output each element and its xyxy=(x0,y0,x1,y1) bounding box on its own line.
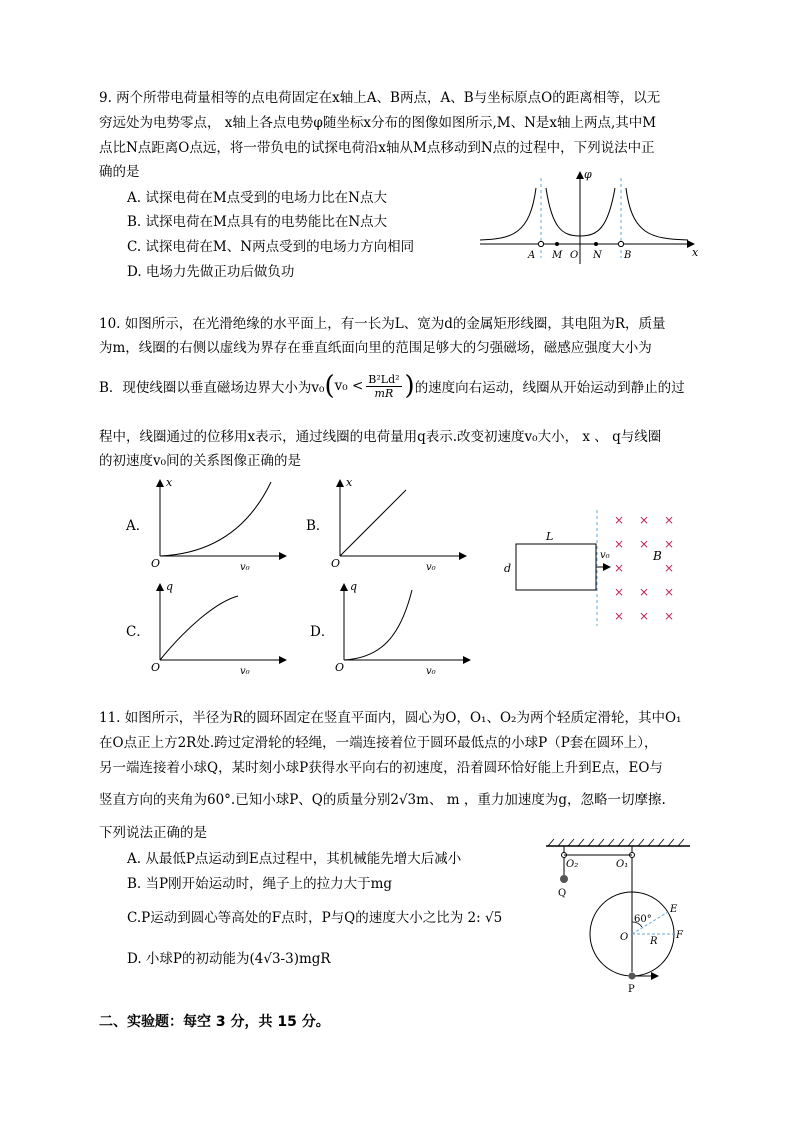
svg-text:v₀: v₀ xyxy=(240,666,250,677)
svg-text:d: d xyxy=(504,562,512,575)
svg-text:×: × xyxy=(639,585,650,599)
q10-graph-a xyxy=(146,474,296,574)
svg-text:v₀: v₀ xyxy=(240,562,250,573)
svg-text:×: × xyxy=(614,537,625,551)
q9-option-b: B. 试探电荷在M点具有的电势能比在N点大 xyxy=(127,214,388,230)
q10-coil-figure xyxy=(500,504,700,626)
curve-right xyxy=(626,188,688,240)
fraction: B²Ld² mR xyxy=(368,372,400,400)
svg-text:×: × xyxy=(639,513,650,527)
q11-line-5: 下列说法正确的是 xyxy=(99,825,207,841)
q11-option-d: D. 小球P的初动能为(4√3-3)mgR xyxy=(127,951,331,967)
q11-ring-figure xyxy=(540,836,700,996)
svg-text:×: × xyxy=(639,537,650,551)
svg-text:Q: Q xyxy=(558,888,567,899)
field-crosses xyxy=(614,513,674,623)
section-2-heading: 二、实验题：每空 3 分，共 15 分。 xyxy=(99,1014,330,1030)
q10-option-d-label: D． xyxy=(310,624,335,640)
q10-graph-c xyxy=(146,578,296,678)
q10-line-3: B．现使线圈以垂直磁场边界大小为v₀ ( v₀ < B²Ld² mR ) 的速度向右运动，线圈从开始运动到静止的过 xyxy=(99,371,685,401)
svg-text:E: E xyxy=(670,904,678,915)
q10-line-2: 为m，线圈的右侧以虚线为界存在垂直纸面向里的范围足够大的匀强磁场，磁感应强度大小为 xyxy=(99,340,652,356)
svg-text:O: O xyxy=(620,932,629,943)
q11-line-4: 竖直方向的夹角为60°.已知小球P、Q的质量分别2√3m、 m ，重力加速度为g，忽略一切摩擦. xyxy=(99,792,666,808)
svg-text:60°: 60° xyxy=(634,914,652,925)
svg-text:x: x xyxy=(346,476,353,489)
svg-text:×: × xyxy=(639,609,650,623)
svg-text:x: x xyxy=(166,476,173,489)
svg-text:q: q xyxy=(166,580,174,593)
q9-option-d: D. 电场力先做正功后做负功 xyxy=(127,264,295,280)
q10-option-c-label: C． xyxy=(126,624,150,640)
svg-text:v₀: v₀ xyxy=(426,562,436,573)
svg-text:×: × xyxy=(614,585,625,599)
svg-text:L: L xyxy=(546,530,554,543)
svg-text:v₀: v₀ xyxy=(600,550,610,561)
point-n-label: N xyxy=(593,250,602,261)
q9-line-3: 点比N点距离O点远，将一带负电的试探电荷沿x轴从M点移动到N点的过程中，下列说法中正 xyxy=(99,140,655,156)
svg-text:×: × xyxy=(614,513,625,527)
q10-line-5: 的初速度v₀间的关系图像正确的是 xyxy=(99,453,302,469)
svg-text:O: O xyxy=(335,661,345,674)
svg-text:×: × xyxy=(664,609,675,623)
svg-text:×: × xyxy=(614,561,625,575)
q9-potential-graph xyxy=(472,168,704,268)
q11-line-3: 另一端连接着小球Q，某时刻小球P获得水平向右的初速度，沿着圆环恰好能上升到E点，EO与 xyxy=(99,760,663,776)
svg-text:q: q xyxy=(350,580,358,593)
svg-text:×: × xyxy=(664,513,675,527)
q10-line-1: 10. 如图所示，在光滑绝缘的水平面上，有一长为L、宽为d的金属矩形线圈，其电阻为R，质量 xyxy=(99,316,666,332)
ball-q xyxy=(560,875,568,883)
q9-option-c: C. 试探电荷在M、N两点受到的电场力方向相同 xyxy=(127,239,415,255)
q9-line-1: 9. 两个所带电荷量相等的点电荷固定在x轴上A、B两点，A、B与坐标原点O的距离相等，以无 xyxy=(99,90,661,106)
svg-text:P: P xyxy=(628,984,635,995)
curve-left xyxy=(480,188,536,240)
q10-graph-d xyxy=(330,578,480,678)
svg-text:O: O xyxy=(331,557,341,570)
svg-text:O: O xyxy=(151,557,161,570)
svg-text:O₂: O₂ xyxy=(566,859,579,870)
q9-line-2: 穷远处为电势零点， x轴上各点电势φ随坐标x分布的图像如图所示,M、N是x轴上两点,其中M xyxy=(99,115,657,131)
point-o-label: O xyxy=(570,250,579,261)
point-a-label: A xyxy=(528,250,536,261)
svg-text:×: × xyxy=(614,609,625,623)
q10-option-a-label: A． xyxy=(126,518,150,534)
q10-option-b-label: B． xyxy=(306,518,330,534)
svg-text:R: R xyxy=(650,936,658,947)
point-m-label: M xyxy=(552,250,563,261)
q11-line-1: 11. 如图所示，半径为R的圆环固定在竖直平面内，圆心为O，O₁、O₂为两个轻质定滑轮，其中O₁ xyxy=(99,710,682,726)
x-label: x xyxy=(692,246,699,259)
svg-text:F: F xyxy=(676,930,683,941)
svg-text:O: O xyxy=(151,661,161,674)
svg-text:O₁: O₁ xyxy=(616,859,629,870)
ball-p xyxy=(629,973,636,980)
q11-option-c: C.P运动到圆心等高处的F点时，P与Q的速度大小之比为 2: √5 xyxy=(127,910,503,926)
q10-graph-b xyxy=(326,474,476,574)
q11-option-b: B. 当P刚开始运动时，绳子上的拉力大于mg xyxy=(127,876,393,892)
q9-line-4: 确的是 xyxy=(99,164,140,180)
svg-text:×: × xyxy=(664,585,675,599)
q10-line-4: 程中，线圈通过的位移用x表示，通过线圈的电荷量用q表示.改变初速度v₀大小， x 、 q与线圈 xyxy=(99,429,662,445)
coil-rect xyxy=(516,544,596,590)
q11-line-2: 在O点正上方2R处.跨过定滑轮的轻绳，一端连接着位于圆环最低点的小球P（P套在圆环上）， xyxy=(99,735,658,751)
svg-text:B: B xyxy=(653,549,662,563)
point-b-label: B xyxy=(624,250,632,261)
svg-text:v₀: v₀ xyxy=(426,666,436,677)
q9-option-a: A. 试探电荷在M点受到的电场力比在N点大 xyxy=(127,190,387,206)
svg-text:×: × xyxy=(664,537,675,551)
phi-label: φ xyxy=(584,168,592,181)
svg-text:×: × xyxy=(664,561,675,575)
q11-option-a: A. 从最低P点运动到E点过程中，其机械能先增大后减小 xyxy=(127,851,462,867)
